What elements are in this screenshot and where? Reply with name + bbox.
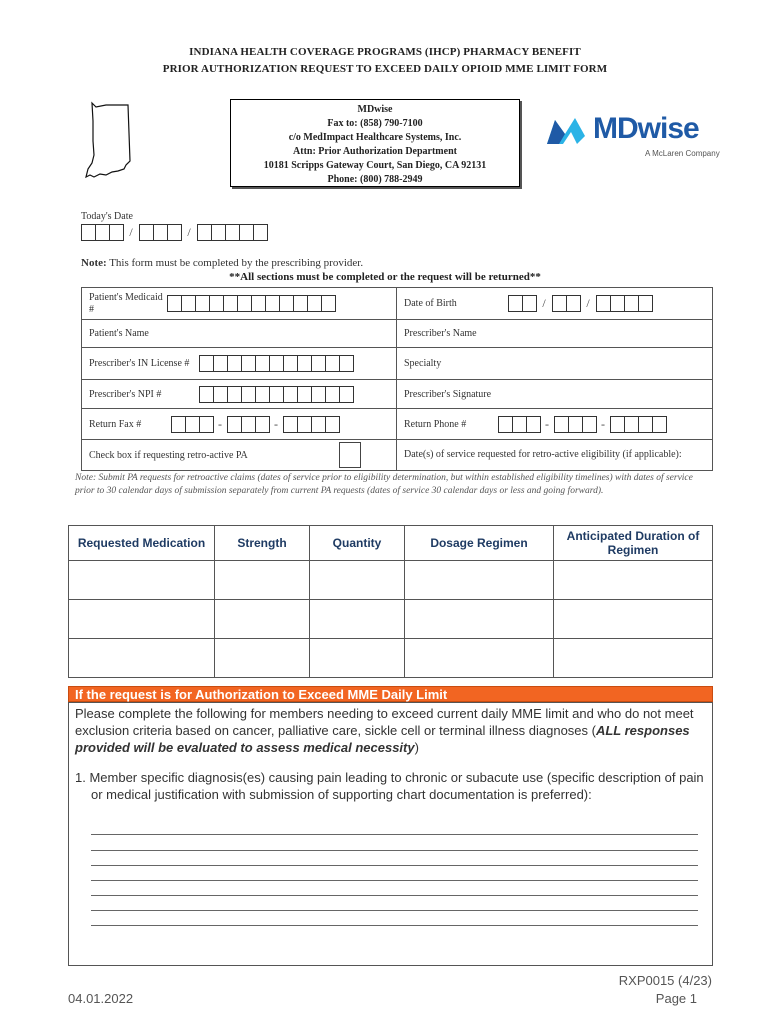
response-line xyxy=(91,895,698,896)
logo-wordmark: MDwise xyxy=(593,112,699,145)
col-anticipated-duration: Anticipated Duration of Regimen xyxy=(554,526,713,561)
specialty-field[interactable]: Specialty xyxy=(397,348,713,380)
provider-note: Note: This form must be completed by the prescribing provider. xyxy=(81,257,364,269)
dosage-cell[interactable] xyxy=(405,639,554,678)
dob-input[interactable]: / / xyxy=(508,295,652,312)
mdwise-logo-icon xyxy=(545,114,589,148)
medication-row xyxy=(69,561,713,600)
footer-date: 04.01.2022 xyxy=(68,991,134,1006)
question-1: 1. Member specific diagnosis(es) causing pain leading to chronic or subacute use (specific description of pain or medical justification with submission of supporting chart documentation is preferred): xyxy=(75,770,704,802)
response-line xyxy=(91,865,698,866)
medication-cell[interactable] xyxy=(69,561,215,600)
response-line xyxy=(91,925,698,926)
indiana-map-icon xyxy=(84,101,144,179)
form-id: RXP0015 (4/23) xyxy=(618,973,712,988)
dosage-cell[interactable] xyxy=(405,600,554,639)
fax-number: Fax to: (858) 790-7100 xyxy=(327,118,423,129)
mme-intro: Please complete the following for members needing to exceed current daily MME limit and who do not meet exclusion criteria based on cancer, palliative care, sickle cell or terminal illness diagnoses (ALL responses provided will be evaluated to assess medical necessity) xyxy=(75,706,694,755)
retro-dates-field[interactable]: Date(s) of service requested for retro-active eligibility (if applicable): xyxy=(397,440,713,471)
mme-section-header: If the request is for Authorization to Exceed MME Daily Limit xyxy=(68,686,713,702)
strength-cell[interactable] xyxy=(215,639,310,678)
col-quantity: Quantity xyxy=(310,526,405,561)
patient-name-field[interactable]: Patient's Name xyxy=(82,320,397,348)
medication-cell[interactable] xyxy=(69,600,215,639)
col-strength: Strength xyxy=(215,526,310,561)
prescriber-npi-cell: Prescriber's NPI # xyxy=(82,380,397,409)
todays-date-label: Today's Date xyxy=(81,211,133,222)
care-of: c/o MedImpact Healthcare Systems, Inc. xyxy=(288,132,462,143)
prescriber-license-input[interactable] xyxy=(199,355,353,372)
retro-note: Note: Submit PA requests for retroactive claims (dates of service prior to eligibility determination, but within established eligibility timelines) with dates of service prior to 30 calendar days of submission separately from current PA requests (dates of service 30 calendar days or less and going forward). xyxy=(75,473,693,496)
quantity-cell[interactable] xyxy=(310,600,405,639)
all-sections-warning: **All sections must be completed or the request will be returned** xyxy=(229,271,541,283)
todays-date-input[interactable]: / / xyxy=(81,224,267,241)
response-line xyxy=(91,910,698,911)
retro-active-checkbox[interactable] xyxy=(339,442,361,468)
quantity-cell[interactable] xyxy=(310,639,405,678)
retro-checkbox-cell: Check box if requesting retro-active PA xyxy=(82,440,397,471)
response-line xyxy=(91,880,698,881)
prescriber-signature-field[interactable]: Prescriber's Signature xyxy=(397,380,713,409)
street-address: 10181 Scripps Gateway Court, San Diego, CA 92131 xyxy=(263,160,487,171)
logo-tagline: A McLaren Company xyxy=(645,149,720,158)
strength-cell[interactable] xyxy=(215,600,310,639)
duration-cell[interactable] xyxy=(554,600,713,639)
form-title-line2: PRIOR AUTHORIZATION REQUEST TO EXCEED DAILY OPIOID MME LIMIT FORM xyxy=(162,63,608,75)
patient-medicaid-cell: Patient's Medicaid # xyxy=(82,288,397,320)
medication-table xyxy=(68,525,713,678)
strength-cell[interactable] xyxy=(215,561,310,600)
prescriber-license-cell: Prescriber's IN License # xyxy=(82,348,397,380)
prescriber-name-field[interactable]: Prescriber's Name xyxy=(397,320,713,348)
medication-row xyxy=(69,600,713,639)
patient-medicaid-input[interactable] xyxy=(167,295,335,312)
medication-cell[interactable] xyxy=(69,639,215,678)
phone-number: Phone: (800) 788-2949 xyxy=(327,174,423,185)
form-title-line1: INDIANA HEALTH COVERAGE PROGRAMS (IHCP) PHARMACY BENEFIT xyxy=(189,46,581,58)
response-line xyxy=(91,850,698,851)
col-dosage-regimen: Dosage Regimen xyxy=(405,526,554,561)
quantity-cell[interactable] xyxy=(310,561,405,600)
col-requested-medication: Requested Medication xyxy=(69,526,215,561)
plan-name: MDwise xyxy=(357,104,393,115)
patient-prescriber-table xyxy=(81,287,713,471)
duration-cell[interactable] xyxy=(554,639,713,678)
dob-cell: Date of Birth / / xyxy=(397,288,713,320)
duration-cell[interactable] xyxy=(554,561,713,600)
fax-address-box xyxy=(230,99,520,187)
medication-row xyxy=(69,639,713,678)
response-line xyxy=(91,834,698,835)
return-fax-input[interactable]: - - xyxy=(171,416,339,433)
attention: Attn: Prior Authorization Department xyxy=(293,146,457,157)
page-number: Page 1 xyxy=(655,991,697,1006)
dosage-cell[interactable] xyxy=(405,561,554,600)
return-phone-cell: Return Phone # - - xyxy=(397,409,713,440)
return-fax-cell: Return Fax # - - xyxy=(82,409,397,440)
prescriber-npi-input[interactable] xyxy=(199,386,353,403)
return-phone-input[interactable]: - - xyxy=(498,416,666,433)
mdwise-logo xyxy=(545,112,725,162)
